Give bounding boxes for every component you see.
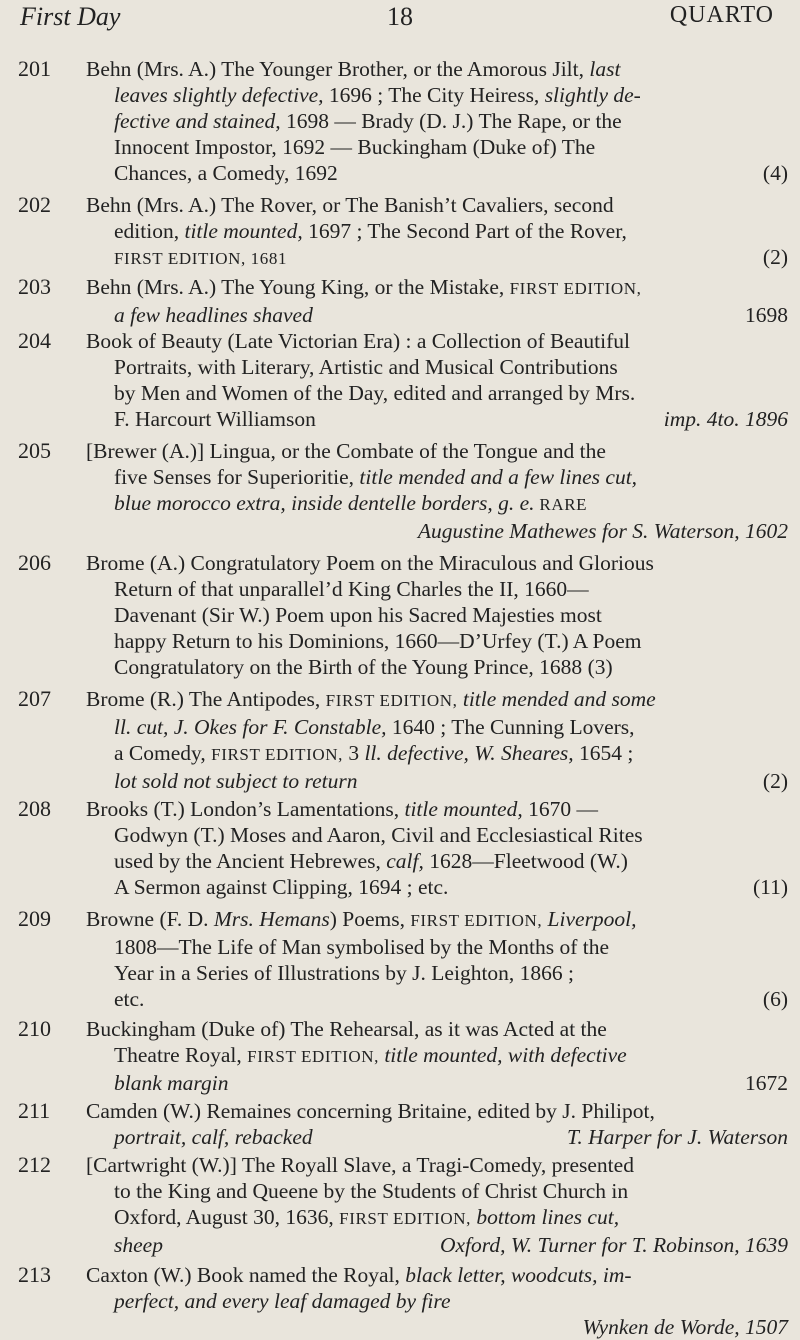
lot-number: 209 [18, 906, 51, 931]
lot-imprint: imp. 4to. 1896 [663, 407, 788, 431]
lot-quantity: (2) [762, 769, 788, 793]
lot-number: 208 [18, 796, 51, 821]
lot-description: Buckingham (Duke of) The Rehearsal, as it was Acted at the Theatre Royal, FIRST EDITION, title mounted, with defective blank margin 1672 [86, 1017, 788, 1095]
lot-entry-213 [18, 1262, 788, 1340]
lot-entry-206 [18, 550, 788, 680]
lot-imprint: Wynken de Worde, 1507 [582, 1315, 788, 1339]
lot-entry-203 [18, 274, 788, 328]
lot-number: 211 [18, 1098, 51, 1123]
lot-description: Behn (Mrs. A.) The Younger Brother, or the Amorous Jilt, last leaves slightly defective, 1696 ; The City Heiress, slightly de- fective and stained, 1698 — Brady (D. J.) The Rape, or the Innocent Impostor, 1692 — Buckingham (Duke of) The Chances, a Comedy, 1692 (4) [86, 57, 788, 185]
page-header [20, 2, 780, 48]
lot-entry-207 [18, 686, 788, 794]
lot-description: Camden (W.) Remaines concerning Britaine, edited by J. Philipot, portrait, calf, rebacked T. Harper for J. Waterson [86, 1099, 788, 1149]
lot-imprint: Oxford, W. Turner for T. Robinson, 1639 [439, 1233, 788, 1257]
lot-quantity: (11) [752, 875, 788, 899]
lot-description: Behn (Mrs. A.) The Rover, or The Banish’t Cavaliers, second edition, title mounted, 1697 ; The Second Part of the Rover, FIRST EDITION, 1681 (2) [86, 193, 788, 269]
lot-date: 1698 [745, 303, 788, 327]
lot-number: 212 [18, 1152, 51, 1177]
page-number: 18 [387, 2, 413, 31]
lot-description: Brome (A.) Congratulatory Poem on the Miraculous and Glorious Return of that unparallel’d King Charles the II, 1660— Davenant (Sir W.) Poem upon his Sacred Majesties most happy Return to his Dominions, 1660—D’Urfey (T.) A Poem Congratulatory on the Birth of the Young Prince, 1688 (3) [86, 551, 654, 679]
lot-entry-202 [18, 192, 788, 272]
lot-number: 206 [18, 550, 51, 575]
lot-entry-204 [18, 328, 788, 432]
lot-quantity: (6) [762, 987, 788, 1011]
lot-entry-201 [18, 56, 788, 186]
lot-entry-210 [18, 1016, 788, 1096]
lot-description: [Cartwright (W.)] The Royall Slave, a Tragi-Comedy, presented to the King and Queene by the Students of Christ Church in Oxford, August 30, 1636, FIRST EDITION, bottom lines cut, sheep Oxford, W. Turner for T. Robinson, 1639 [86, 1153, 788, 1257]
lot-description: [Brewer (A.)] Lingua, or the Combate of the Tongue and the five Senses for Superioritie, title mended and a few lines cut, blue morocco extra, inside dentelle borders, g. e. RARE Augustine Mathewes for S. Waterson, 1602 [86, 439, 788, 543]
lot-quantity: (3) [587, 655, 613, 679]
lot-number: 202 [18, 192, 51, 217]
lot-description: Caxton (W.) Book named the Royal, black letter, woodcuts, im- perfect, and every leaf damaged by fire Wynken de Worde, 1507 [86, 1263, 788, 1339]
sale-day-heading: First Day [20, 2, 121, 31]
lot-entry-211 [18, 1098, 788, 1150]
lot-entry-205 [18, 438, 788, 544]
lot-description: Browne (F. D. Mrs. Hemans) Poems, FIRST EDITION, Liverpool, 1808—The Life of Man symbolised by the Months of the Year in a Series of Illustrations by J. Leighton, 1866 ; etc. (6) [86, 907, 788, 1011]
format-heading: QUARTO [669, 2, 774, 28]
lot-number: 205 [18, 438, 51, 463]
lot-quantity: (2) [762, 245, 788, 269]
lot-description: Book of Beauty (Late Victorian Era) : a Collection of Beautiful Portraits, with Literary, Artistic and Musical Contributions by Men and Women of the Day, edited and arranged by Mrs. F. Harcourt Williamson imp. 4to. 1896 [86, 329, 788, 431]
lot-description: Brooks (T.) London’s Lamentations, title mounted, 1670 — Godwyn (T.) Moses and Aaron, Civil and Ecclesiastical Rites used by the Ancient Hebrewes, calf, 1628—Fleetwood (W.) A Sermon against Clipping, 1694 ; etc. (11) [86, 797, 788, 899]
lot-number: 207 [18, 686, 51, 711]
lot-imprint: Augustine Mathewes for S. Waterson, 1602 [417, 519, 788, 543]
lot-imprint: T. Harper for J. Waterson [567, 1125, 788, 1149]
lot-number: 213 [18, 1262, 51, 1287]
lot-date: 1672 [745, 1071, 788, 1095]
lot-description: Brome (R.) The Antipodes, FIRST EDITION, title mended and some ll. cut, J. Okes for F. Constable, 1640 ; The Cunning Lovers, a Comedy, FIRST EDITION, 3 ll. defective, W. Sheares, 1654 ; lot sold not subject to return (2) [86, 687, 788, 793]
lot-quantity: (4) [762, 161, 788, 185]
lot-description: Behn (Mrs. A.) The Young King, or the Mistake, FIRST EDITION, a few headlines shaved 1698 [86, 275, 788, 327]
lot-number: 203 [18, 274, 51, 299]
lot-entry-208 [18, 796, 788, 900]
lot-entry-209 [18, 906, 788, 1012]
lot-entry-212 [18, 1152, 788, 1258]
lot-number: 201 [18, 56, 51, 81]
lot-number: 204 [18, 328, 51, 353]
lot-number: 210 [18, 1016, 51, 1041]
